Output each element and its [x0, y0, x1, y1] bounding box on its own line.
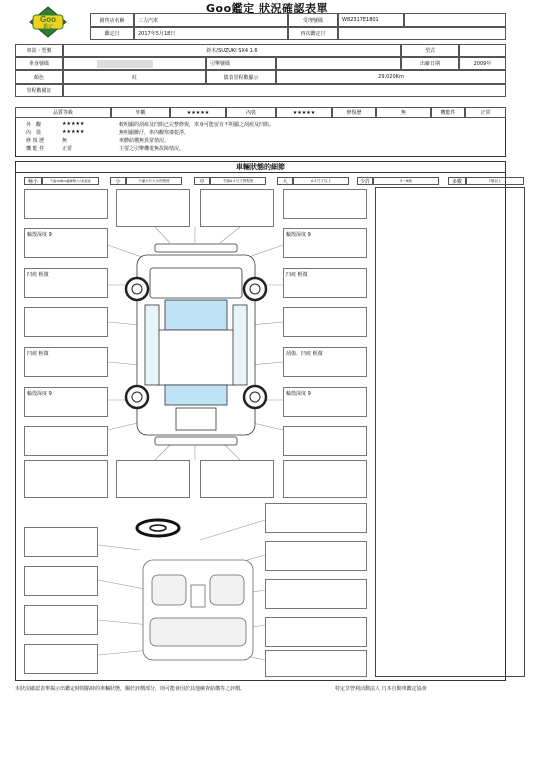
- quality-row-key: 外 觀: [26, 122, 42, 128]
- damage-box-right-front-door: 凹痕 輕微: [283, 268, 367, 298]
- damage-box: [24, 307, 108, 337]
- dealer-label: 銷售店名稱: [90, 13, 134, 27]
- legend-desc: 不滿卡片大小的程度: [126, 177, 182, 185]
- odometer-value: 29,020Km: [276, 70, 506, 84]
- damage-box: [283, 189, 367, 219]
- color-label: 顏色: [15, 70, 63, 84]
- dealer-value: 三力汽車: [134, 13, 288, 27]
- quality-row-key: 機 能 件: [26, 146, 45, 152]
- model-value: 鈴木/SUZUKI SX4 1.6: [63, 44, 401, 57]
- quality-grade-label: 品質等級: [15, 107, 111, 118]
- quality-interior-value: ★★★★★: [276, 107, 332, 118]
- damage-box-front-right: [200, 189, 274, 227]
- quality-function-value: 正常: [465, 107, 506, 118]
- interior-seats-diagram: [143, 560, 253, 660]
- model-label: 車款・型號: [15, 44, 63, 57]
- accept-label: 受理號碼: [288, 13, 338, 27]
- interior-box: [265, 541, 367, 571]
- legend-desc: 不滿10塊10圓硬幣大小的程度: [42, 177, 99, 185]
- damage-box-left-front-fender: 輪殼深度 9: [24, 228, 108, 258]
- year-label: 出廠日期: [401, 57, 459, 70]
- odometer-label: 儀表里程數顯示: [206, 70, 276, 84]
- steering-wheel-icon: [137, 520, 179, 536]
- car-top-view: [137, 244, 255, 445]
- damage-box: [24, 426, 108, 456]
- damage-box: [283, 460, 367, 498]
- damage-box-right-front-fender: 輪殼深度 9: [283, 228, 367, 258]
- interior-box: [265, 650, 367, 677]
- type-label: 型式: [401, 44, 459, 57]
- quality-row-value: ★★★★★: [62, 121, 85, 127]
- quality-row-value: ★★★★★: [62, 129, 85, 135]
- quality-exterior-label: 外觀: [111, 107, 170, 118]
- quality-interior-label: 內裝: [226, 107, 276, 118]
- interior-box: [265, 579, 367, 609]
- date-value: 2017年5月18日: [134, 27, 288, 40]
- accept-value: W82317E1801: [338, 13, 404, 27]
- interior-box: [24, 605, 98, 635]
- legend-desc: A４尺寸以上: [293, 177, 349, 185]
- date-label: 鑑定日: [90, 27, 134, 40]
- color-value: 紅: [63, 70, 206, 84]
- logo-text-goo: Goo: [40, 15, 56, 24]
- damage-box: [24, 189, 108, 219]
- damage-box-right-rear-wheel: 輪殼深度 9: [283, 387, 367, 417]
- interior-box: [24, 566, 98, 596]
- quality-row-key: 修 復 歷: [26, 138, 45, 144]
- legend-size: 大: [277, 177, 293, 185]
- footer-note: 本狀況確認表單揭示出鑑定時間點時的車輛狀態，關於評價部分，則可能會因於其他檢查結構等之評價。: [15, 686, 246, 692]
- page-title: Goo鑑定 狀況確認表單: [206, 2, 328, 15]
- engine-label: 引擎號碼: [206, 57, 276, 70]
- damage-box-rear-right: [200, 460, 274, 498]
- damage-box: [24, 460, 108, 498]
- damage-box: [283, 426, 367, 456]
- reinspect-label: 再次鑑定日: [288, 27, 338, 40]
- quality-row-desc: 車體結構無異常情況。: [119, 138, 170, 144]
- mileage-note-label: 里程數備註: [15, 84, 63, 97]
- quality-repair-value: 無: [376, 107, 431, 118]
- damage-box-left-rear-door: 凹痕 輕微: [24, 347, 108, 377]
- logo-text-kantei: 鑑定: [42, 24, 53, 30]
- quality-row-desc: 無明顯髒汙，車內觀察漆乾淨。: [119, 130, 190, 136]
- damage-box-left-front-door: 凹痕 輕微: [24, 268, 108, 298]
- legend-size: 少許: [357, 177, 373, 185]
- footer-org: 特定非營利活動法人 日本自動車鑑定協會: [335, 686, 427, 692]
- damage-box-rear-left: [116, 460, 190, 498]
- legend-desc: 不滿A４尺寸的程度: [210, 177, 266, 185]
- quality-row-key: 內 裝: [26, 130, 42, 136]
- interior-box: [265, 503, 367, 533]
- legend-size: 小: [110, 177, 126, 185]
- damage-box: [283, 307, 367, 337]
- damage-box-right-rear-door: 刮傷、凹痕 輕微: [283, 347, 367, 377]
- legend-desc: 5～6個: [373, 177, 439, 185]
- detail-section-title: 車輛狀態的細節: [236, 163, 285, 171]
- quality-row-value: 無: [62, 138, 68, 144]
- interior-box: [265, 617, 367, 647]
- damage-box-front-left: [116, 189, 190, 227]
- year-value: 2009年: [459, 57, 506, 70]
- quality-exterior-value: ★★★★★: [170, 107, 226, 118]
- interior-box: [24, 527, 98, 557]
- quality-function-label: 機能件: [431, 107, 465, 118]
- legend-size: 多數: [448, 177, 466, 185]
- quality-row-desc: 較明顯的刮痕及凹陷已完整修復，車身可能留有不明顯之刮痕及凹陷。: [119, 122, 275, 128]
- legend-size: 極小: [24, 177, 42, 185]
- damage-box-left-rear-wheel: 輪殼深度 9: [24, 387, 108, 417]
- legend-desc: 7個以上: [466, 177, 524, 185]
- quality-row-value: 正常: [62, 146, 73, 152]
- legend-size: 中: [194, 177, 210, 185]
- quality-repair-label: 修復歷: [332, 107, 376, 118]
- interior-box: [24, 644, 98, 674]
- vin-label: 車身號碼: [15, 57, 63, 70]
- quality-row-desc: 主要之引擎機電無故障情況。: [119, 146, 185, 152]
